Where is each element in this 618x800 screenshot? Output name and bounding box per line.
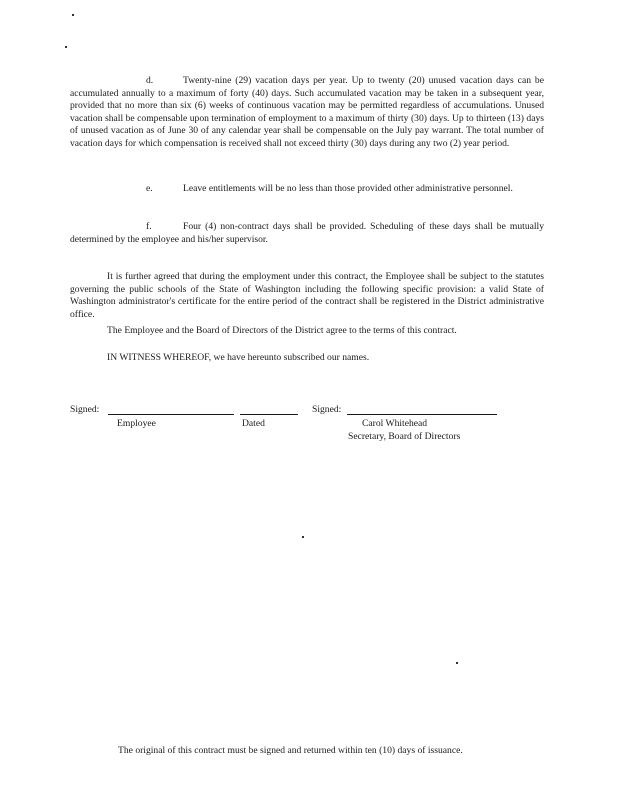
agreement-text: The Employee and the Board of Directors of the District agree to the terms of this contract. <box>107 325 457 336</box>
item-text: mutually determined by the employee and his/her supervisor. <box>70 221 544 245</box>
scan-speck <box>456 662 458 664</box>
witness-text: IN WITNESS WHEREOF, we have hereunto subscribed our names. <box>107 352 370 363</box>
board-signature-line[interactable] <box>347 414 497 415</box>
signed-label-board: Signed: <box>312 404 342 415</box>
scan-speck <box>72 14 74 16</box>
further-agreed-paragraph <box>70 271 544 321</box>
item-text: days can be accumulated annually to a maximum of forty (40) days. Such accumulated vacation may be taken in a subsequent year, provided that no more than six (6) weeks of continuous vacation may be permitted regardless of accumulations. Unused vacation shall be compensable upon termination of employment to a maximum of thirty (30) days. Up to thirteen (13) days of unused vacation as of June 30 of any calendar year shall be compensable on the July pay warrant. The total number of vacation days for which compensation is received shall not exceed thirty (30) days during any two (2) year period. <box>70 75 544 149</box>
item-first-line: Leave entitlements will be no less than those provided other administrative <box>183 183 471 194</box>
item-first-line: Four (4) non-contract days shall be provided. Scheduling of these days shall be <box>183 221 506 232</box>
item-letter: d. <box>146 75 154 86</box>
employee-signature-line[interactable] <box>108 414 234 415</box>
footer-note: The original of this contract must be signed and returned within ten (10) days of issuance. <box>118 745 463 756</box>
signed-label-employee: Signed: <box>70 404 100 415</box>
item-first-line: Twenty-nine (29) vacation days per year. Up to twenty (20) unused vacation <box>183 75 493 86</box>
date-signature-line[interactable] <box>240 414 298 415</box>
witness-paragraph <box>70 352 544 365</box>
non-contract-days-paragraph <box>70 221 544 246</box>
signer-title: Secretary, Board of Directors <box>348 431 461 442</box>
employee-label: Employee <box>117 418 156 429</box>
item-letter: e. <box>146 183 153 194</box>
leave-paragraph <box>70 183 544 196</box>
item-text: personnel. <box>473 183 513 194</box>
signer-name: Carol Whitehead <box>362 418 428 429</box>
further-agreed-text: It is further agreed that during the employment under this contract, the Employee shall be subject to the statutes governing the public schools of the State of Washington including the following specific provision: a valid State of Washington administrator's certificate for the entire period of the contract shall be registered in the District administrative office. <box>70 271 544 320</box>
vacation-paragraph <box>70 75 544 151</box>
scan-speck <box>302 536 304 538</box>
item-letter: f. <box>146 221 152 232</box>
agreement-paragraph <box>70 325 544 338</box>
scan-speck <box>65 46 67 48</box>
dated-label: Dated <box>242 418 265 429</box>
